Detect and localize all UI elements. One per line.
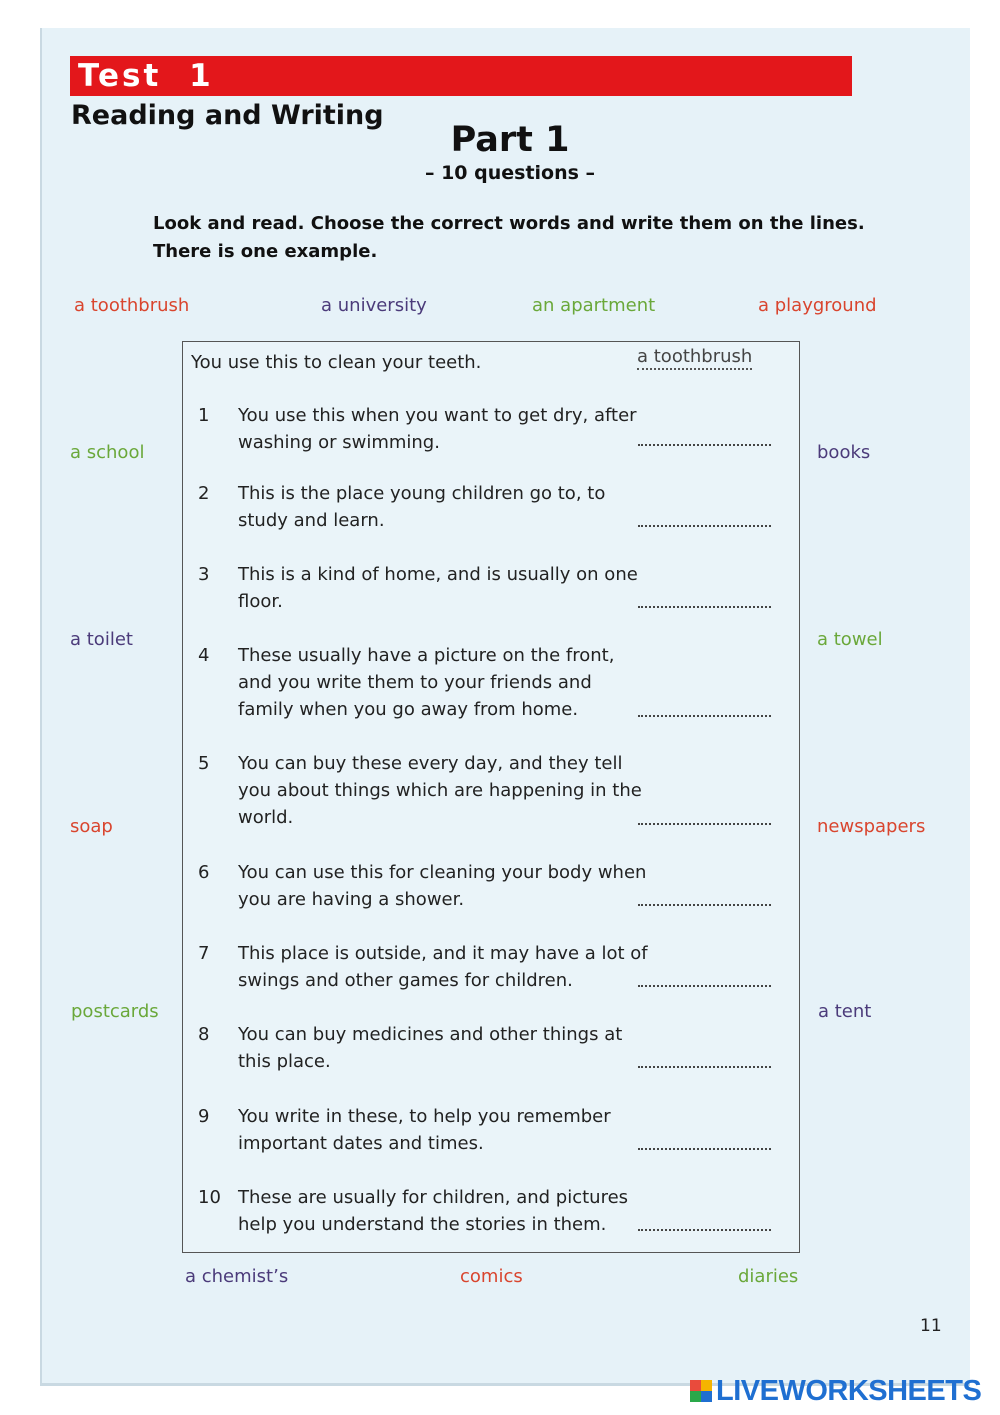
question-text: You use this when you want to get dry, after washing or swimming.	[238, 405, 637, 453]
word-bank-item: an apartment	[532, 295, 656, 316]
answer-line[interactable]	[638, 1146, 771, 1150]
question-number: 8	[198, 1024, 210, 1045]
word-bank-item: a chemist’s	[185, 1266, 289, 1287]
answer-line[interactable]	[638, 1064, 771, 1068]
question-item	[198, 480, 648, 534]
question-number: 2	[198, 483, 210, 504]
example-answer: a toothbrush	[637, 346, 752, 370]
page-number: 11	[920, 1316, 942, 1336]
word-bank-item: books	[817, 442, 871, 463]
word-bank-item: a university	[321, 295, 427, 316]
question-number: 1	[198, 405, 210, 426]
word-bank-item: a playground	[758, 295, 877, 316]
test-banner: Test 1	[70, 56, 852, 96]
word-bank-item: comics	[460, 1266, 523, 1287]
question-text: You can use this for cleaning your body when you are having a shower.	[238, 862, 647, 910]
question-text: These usually have a picture on the front, and you write them to your friends and family when you go away from home.	[238, 645, 615, 720]
question-number: 6	[198, 862, 210, 883]
answer-line[interactable]	[638, 604, 771, 608]
question-number: 5	[198, 753, 210, 774]
answer-line[interactable]	[638, 713, 771, 717]
word-bank-item: a toothbrush	[74, 295, 190, 316]
question-text: You can buy medicines and other things at this place.	[238, 1024, 623, 1072]
word-bank-item: a tent	[818, 1001, 872, 1022]
question-item	[198, 402, 648, 456]
question-item	[198, 940, 648, 994]
question-text: You can buy these every day, and they tell you about things which are happening in the world.	[238, 753, 642, 828]
word-bank-item: a towel	[817, 629, 883, 650]
word-bank-item: postcards	[71, 1001, 159, 1022]
question-text: These are usually for children, and pictures help you understand the stories in them.	[238, 1187, 629, 1235]
question-item	[198, 1021, 648, 1075]
word-bank-item: soap	[70, 816, 113, 837]
answer-line[interactable]	[638, 983, 771, 987]
answer-line[interactable]	[638, 1227, 771, 1231]
question-number: 7	[198, 943, 210, 964]
question-item	[198, 642, 648, 723]
word-bank-item: newspapers	[817, 816, 926, 837]
answer-line[interactable]	[638, 442, 771, 446]
question-item	[198, 561, 648, 615]
question-number: 9	[198, 1106, 210, 1127]
word-bank-item: diaries	[738, 1266, 799, 1287]
question-text: This is the place young children go to, to study and learn.	[238, 483, 606, 531]
question-item	[198, 1103, 648, 1157]
question-number: 10	[198, 1187, 221, 1208]
question-item	[198, 859, 648, 913]
question-number: 4	[198, 645, 210, 666]
brand-name: LIVEWORKSHEETS	[716, 1374, 982, 1407]
section-title: Reading and Writing	[71, 100, 384, 131]
word-bank-item: a toilet	[70, 629, 133, 650]
liveworksheets-icon	[690, 1380, 712, 1402]
instructions: Look and read. Choose the correct words and write them on the lines. There is one example.	[153, 213, 865, 262]
question-count: – 10 questions –	[424, 162, 596, 184]
answer-line[interactable]	[638, 902, 771, 906]
question-text: This is a kind of home, and is usually on one floor.	[238, 564, 638, 612]
question-text: You write in these, to help you remember important dates and times.	[238, 1106, 611, 1154]
question-text: This place is outside, and it may have a lot of swings and other games for children.	[238, 943, 648, 991]
word-bank-item: a school	[70, 442, 145, 463]
answer-line[interactable]	[638, 523, 771, 527]
example-sentence: You use this to clean your teeth.	[191, 352, 482, 373]
answer-line[interactable]	[638, 821, 771, 825]
question-item	[198, 1184, 648, 1238]
question-number: 3	[198, 564, 210, 585]
liveworksheets-logo[interactable]	[690, 1376, 981, 1406]
part-title: Part 1	[450, 120, 570, 160]
question-item	[198, 750, 648, 831]
